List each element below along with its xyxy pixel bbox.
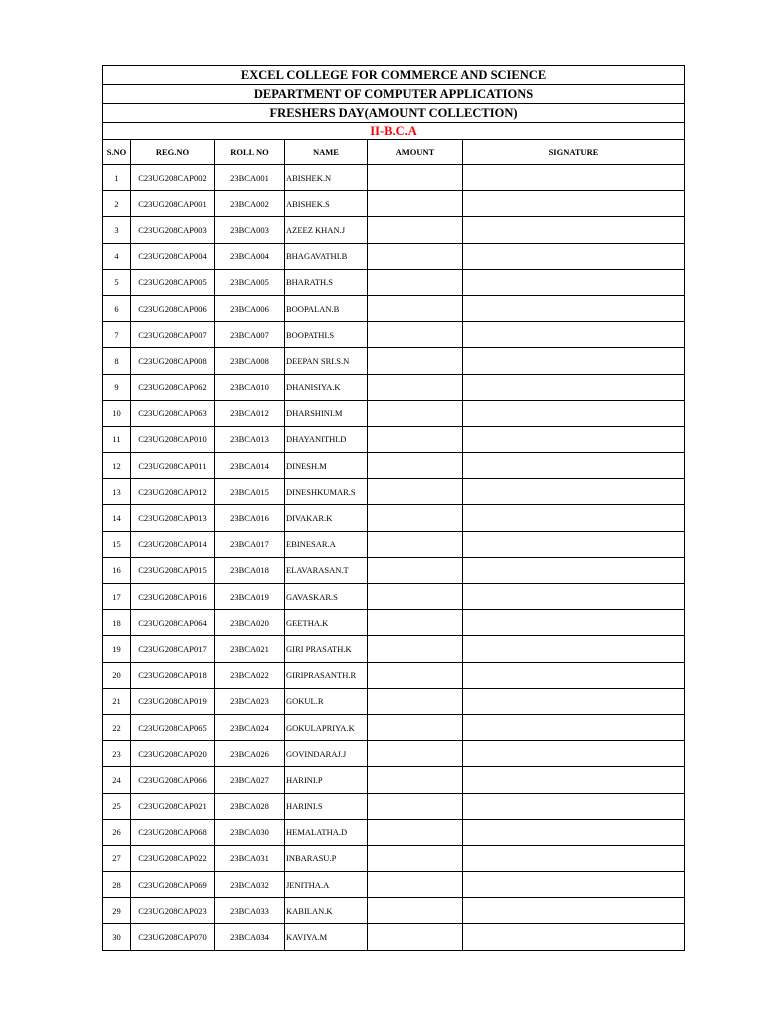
table-row: [103, 531, 685, 557]
roll-no-cell: 23BCA024: [215, 714, 285, 740]
sno-cell: 19: [103, 636, 131, 662]
signature-cell: [463, 191, 685, 217]
reg-no-cell: C23UG208CAP021: [131, 793, 215, 819]
name-cell: DHAYANITHI.D: [285, 426, 368, 452]
table-row: [103, 688, 685, 714]
department-title-row: [103, 85, 685, 104]
sno-cell: 2: [103, 191, 131, 217]
signature-cell: [463, 610, 685, 636]
roll-no-cell: 23BCA008: [215, 348, 285, 374]
table-row: [103, 636, 685, 662]
name-cell: GOKUL.R: [285, 688, 368, 714]
reg-no-cell: C23UG208CAP019: [131, 688, 215, 714]
sno-cell: 17: [103, 584, 131, 610]
name-cell: INBARASU.P: [285, 845, 368, 871]
name-cell: GEETHA.K: [285, 610, 368, 636]
sno-cell: 28: [103, 872, 131, 898]
sno-cell: 21: [103, 688, 131, 714]
amount-cell: [368, 191, 463, 217]
name-cell: BHAGAVATHI.B: [285, 243, 368, 269]
name-cell: DINESHKUMAR.S: [285, 479, 368, 505]
reg-no-cell: C23UG208CAP070: [131, 924, 215, 950]
amount-cell: [368, 531, 463, 557]
roll-no-cell: 23BCA018: [215, 557, 285, 583]
amount-cell: [368, 348, 463, 374]
signature-cell: [463, 217, 685, 243]
roll-no-cell: 23BCA019: [215, 584, 285, 610]
sno-cell: 16: [103, 557, 131, 583]
amount-cell: [368, 898, 463, 924]
roll-no-cell: 23BCA013: [215, 426, 285, 452]
reg-no-cell: C23UG208CAP068: [131, 819, 215, 845]
roll-no-cell: 23BCA015: [215, 479, 285, 505]
name-cell: GOKULAPRIYA.K: [285, 714, 368, 740]
amount-cell: [368, 872, 463, 898]
reg-no-cell: C23UG208CAP023: [131, 898, 215, 924]
sno-cell: 1: [103, 165, 131, 191]
signature-cell: [463, 348, 685, 374]
name-cell: KAVIYA.M: [285, 924, 368, 950]
reg-no-cell: C23UG208CAP069: [131, 872, 215, 898]
sno-cell: 8: [103, 348, 131, 374]
signature-cell: [463, 924, 685, 950]
table-row: [103, 453, 685, 479]
signature-cell: [463, 714, 685, 740]
header-amount: AMOUNT: [368, 140, 463, 165]
roll-no-cell: 23BCA002: [215, 191, 285, 217]
reg-no-cell: C23UG208CAP066: [131, 767, 215, 793]
reg-no-cell: C23UG208CAP004: [131, 243, 215, 269]
amount-cell: [368, 295, 463, 321]
amount-cell: [368, 845, 463, 871]
amount-cell: [368, 479, 463, 505]
sno-cell: 10: [103, 400, 131, 426]
name-cell: EBINESAR.A: [285, 531, 368, 557]
table-row: [103, 610, 685, 636]
table-row: [103, 479, 685, 505]
sno-cell: 25: [103, 793, 131, 819]
sno-cell: 12: [103, 453, 131, 479]
name-cell: ABISHEK.N: [285, 165, 368, 191]
roll-no-cell: 23BCA007: [215, 322, 285, 348]
table-row: [103, 793, 685, 819]
amount-cell: [368, 662, 463, 688]
table-row: [103, 269, 685, 295]
sno-cell: 14: [103, 505, 131, 531]
amount-cell: [368, 767, 463, 793]
roll-no-cell: 23BCA005: [215, 269, 285, 295]
signature-cell: [463, 374, 685, 400]
reg-no-cell: C23UG208CAP018: [131, 662, 215, 688]
name-cell: GAVASKAR.S: [285, 584, 368, 610]
reg-no-cell: C23UG208CAP008: [131, 348, 215, 374]
name-cell: DINESH.M: [285, 453, 368, 479]
signature-cell: [463, 819, 685, 845]
signature-cell: [463, 662, 685, 688]
reg-no-cell: C23UG208CAP015: [131, 557, 215, 583]
reg-no-cell: C23UG208CAP064: [131, 610, 215, 636]
college-name: EXCEL COLLEGE FOR COMMERCE AND SCIENCE: [103, 66, 685, 85]
reg-no-cell: C23UG208CAP063: [131, 400, 215, 426]
header-signature: SIGNATURE: [463, 140, 685, 165]
table-row: [103, 741, 685, 767]
sno-cell: 5: [103, 269, 131, 295]
amount-cell: [368, 505, 463, 531]
table-row: [103, 845, 685, 871]
table-row: [103, 348, 685, 374]
event-title-row: [103, 104, 685, 123]
amount-cell: [368, 217, 463, 243]
amount-cell: [368, 557, 463, 583]
event-title: FRESHERS DAY(AMOUNT COLLECTION): [103, 104, 685, 123]
college-title-row: [103, 66, 685, 85]
name-cell: KABILAN.K: [285, 898, 368, 924]
signature-cell: [463, 479, 685, 505]
table-row: [103, 217, 685, 243]
reg-no-cell: C23UG208CAP001: [131, 191, 215, 217]
reg-no-cell: C23UG208CAP014: [131, 531, 215, 557]
reg-no-cell: C23UG208CAP016: [131, 584, 215, 610]
reg-no-cell: C23UG208CAP065: [131, 714, 215, 740]
signature-cell: [463, 793, 685, 819]
name-cell: DHARSHINI.M: [285, 400, 368, 426]
reg-no-cell: C23UG208CAP006: [131, 295, 215, 321]
amount-cell: [368, 714, 463, 740]
roll-no-cell: 23BCA006: [215, 295, 285, 321]
signature-cell: [463, 636, 685, 662]
roll-no-cell: 23BCA021: [215, 636, 285, 662]
amount-cell: [368, 374, 463, 400]
table-row: [103, 505, 685, 531]
table-row: [103, 898, 685, 924]
name-cell: JENITHA.A: [285, 872, 368, 898]
roll-no-cell: 23BCA033: [215, 898, 285, 924]
table-row: [103, 322, 685, 348]
signature-cell: [463, 505, 685, 531]
signature-cell: [463, 872, 685, 898]
table-row: [103, 243, 685, 269]
table-row: [103, 165, 685, 191]
roll-no-cell: 23BCA010: [215, 374, 285, 400]
sno-cell: 29: [103, 898, 131, 924]
name-cell: HARINI.S: [285, 793, 368, 819]
amount-cell: [368, 400, 463, 426]
roll-no-cell: 23BCA022: [215, 662, 285, 688]
table-row: [103, 819, 685, 845]
roll-no-cell: 23BCA014: [215, 453, 285, 479]
amount-cell: [368, 688, 463, 714]
roll-no-cell: 23BCA032: [215, 872, 285, 898]
table-row: [103, 400, 685, 426]
department-name: DEPARTMENT OF COMPUTER APPLICATIONS: [103, 85, 685, 104]
class-name: II-B.C.A: [103, 123, 685, 140]
signature-cell: [463, 322, 685, 348]
table-row: [103, 767, 685, 793]
signature-cell: [463, 269, 685, 295]
name-cell: ELAVARASAN.T: [285, 557, 368, 583]
sno-cell: 13: [103, 479, 131, 505]
sno-cell: 7: [103, 322, 131, 348]
name-cell: HARINI.P: [285, 767, 368, 793]
sno-cell: 9: [103, 374, 131, 400]
reg-no-cell: C23UG208CAP005: [131, 269, 215, 295]
amount-cell: [368, 453, 463, 479]
table-row: [103, 924, 685, 950]
reg-no-cell: C23UG208CAP012: [131, 479, 215, 505]
roll-no-cell: 23BCA016: [215, 505, 285, 531]
name-cell: DEEPAN SRI.S.N: [285, 348, 368, 374]
name-cell: ABISHEK.S: [285, 191, 368, 217]
sno-cell: 18: [103, 610, 131, 636]
roll-no-cell: 23BCA023: [215, 688, 285, 714]
roll-no-cell: 23BCA004: [215, 243, 285, 269]
amount-cell: [368, 924, 463, 950]
name-cell: HEMALATHA.D: [285, 819, 368, 845]
signature-cell: [463, 243, 685, 269]
header-roll-no: ROLL NO: [215, 140, 285, 165]
signature-cell: [463, 165, 685, 191]
amount-cell: [368, 793, 463, 819]
header-name: NAME: [285, 140, 368, 165]
signature-cell: [463, 295, 685, 321]
signature-cell: [463, 584, 685, 610]
table-row: [103, 662, 685, 688]
sno-cell: 24: [103, 767, 131, 793]
amount-cell: [368, 426, 463, 452]
reg-no-cell: C23UG208CAP062: [131, 374, 215, 400]
amount-cell: [368, 819, 463, 845]
name-cell: AZEEZ KHAN.J: [285, 217, 368, 243]
amount-cell: [368, 636, 463, 662]
name-cell: GIRIPRASANTH.R: [285, 662, 368, 688]
reg-no-cell: C23UG208CAP003: [131, 217, 215, 243]
reg-no-cell: C23UG208CAP011: [131, 453, 215, 479]
roll-no-cell: 23BCA028: [215, 793, 285, 819]
signature-cell: [463, 898, 685, 924]
amount-cell: [368, 741, 463, 767]
amount-cell: [368, 322, 463, 348]
sno-cell: 22: [103, 714, 131, 740]
table-row: [103, 191, 685, 217]
table-row: [103, 295, 685, 321]
amount-cell: [368, 243, 463, 269]
roll-no-cell: 23BCA017: [215, 531, 285, 557]
table-row: [103, 374, 685, 400]
signature-cell: [463, 845, 685, 871]
reg-no-cell: C23UG208CAP017: [131, 636, 215, 662]
signature-cell: [463, 400, 685, 426]
name-cell: BOOPATHI.S: [285, 322, 368, 348]
roll-no-cell: 23BCA003: [215, 217, 285, 243]
amount-cell: [368, 610, 463, 636]
sno-cell: 20: [103, 662, 131, 688]
reg-no-cell: C23UG208CAP010: [131, 426, 215, 452]
header-sno: S.NO: [103, 140, 131, 165]
reg-no-cell: C23UG208CAP020: [131, 741, 215, 767]
table-row: [103, 714, 685, 740]
reg-no-cell: C23UG208CAP022: [131, 845, 215, 871]
roll-no-cell: 23BCA020: [215, 610, 285, 636]
name-cell: BHARATH.S: [285, 269, 368, 295]
sno-cell: 15: [103, 531, 131, 557]
table-row: [103, 426, 685, 452]
sno-cell: 30: [103, 924, 131, 950]
sno-cell: 4: [103, 243, 131, 269]
signature-cell: [463, 741, 685, 767]
amount-cell: [368, 165, 463, 191]
roll-no-cell: 23BCA030: [215, 819, 285, 845]
roll-no-cell: 23BCA027: [215, 767, 285, 793]
reg-no-cell: C23UG208CAP013: [131, 505, 215, 531]
sno-cell: 3: [103, 217, 131, 243]
name-cell: GOVINDARAJ.J: [285, 741, 368, 767]
column-header-row: [103, 140, 685, 165]
table-row: [103, 872, 685, 898]
table-row: [103, 557, 685, 583]
fee-collection-sheet: [102, 65, 685, 951]
signature-cell: [463, 426, 685, 452]
roll-no-cell: 23BCA034: [215, 924, 285, 950]
name-cell: DIVAKAR.K: [285, 505, 368, 531]
name-cell: BOOPALAN.B: [285, 295, 368, 321]
amount-cell: [368, 584, 463, 610]
signature-cell: [463, 453, 685, 479]
name-cell: DHANISIYA.K: [285, 374, 368, 400]
roll-no-cell: 23BCA001: [215, 165, 285, 191]
reg-no-cell: C23UG208CAP007: [131, 322, 215, 348]
header-reg-no: REG.NO: [131, 140, 215, 165]
signature-cell: [463, 767, 685, 793]
roll-no-cell: 23BCA026: [215, 741, 285, 767]
class-title-row: [103, 123, 685, 140]
table-row: [103, 584, 685, 610]
reg-no-cell: C23UG208CAP002: [131, 165, 215, 191]
signature-cell: [463, 688, 685, 714]
sno-cell: 27: [103, 845, 131, 871]
sno-cell: 11: [103, 426, 131, 452]
sno-cell: 6: [103, 295, 131, 321]
roll-no-cell: 23BCA031: [215, 845, 285, 871]
signature-cell: [463, 557, 685, 583]
sno-cell: 26: [103, 819, 131, 845]
amount-cell: [368, 269, 463, 295]
roll-no-cell: 23BCA012: [215, 400, 285, 426]
signature-cell: [463, 531, 685, 557]
name-cell: GIRI PRASATH.K: [285, 636, 368, 662]
sno-cell: 23: [103, 741, 131, 767]
